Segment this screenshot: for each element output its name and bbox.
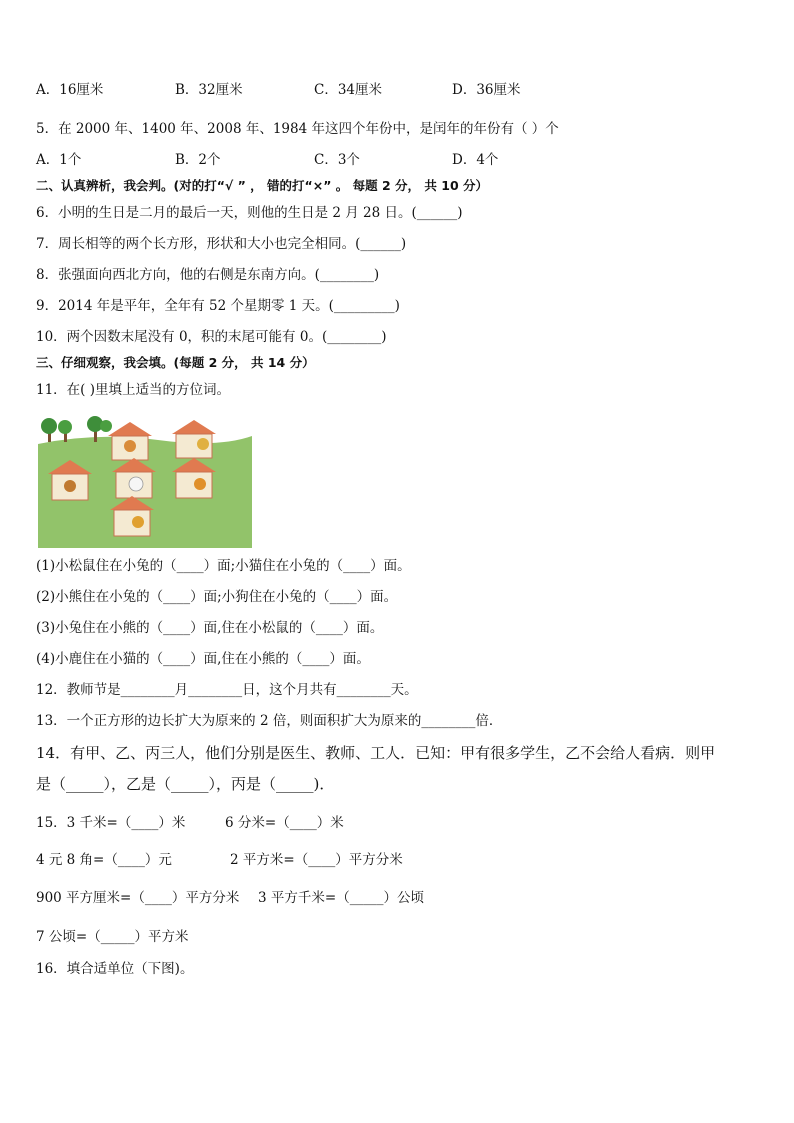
question-15-g: 7 公顷=（_____）平方米 bbox=[36, 929, 189, 945]
question-15-e: 900 平方厘米=（____）平方分米 bbox=[36, 890, 240, 906]
option-a: A．1个 bbox=[36, 152, 82, 168]
question-5-stem: 5．在 2000 年、1400 年、2008 年、1984 年这四个年份中，是闰年的年份有（ ）个 bbox=[36, 121, 559, 137]
question-11-part-4: (4)小鹿住在小猫的（____）面,住在小熊的（____）面。 bbox=[36, 651, 370, 667]
question-8: 8．张强面向西北方向，他的右侧是东南方向。(________) bbox=[36, 267, 380, 283]
animal-houses-image bbox=[38, 414, 252, 548]
question-11-part-2: (2)小熊住在小兔的（____）面;小狗住在小兔的（____）面。 bbox=[36, 589, 398, 605]
section-2-heading: 二、认真辨析，我会判。(对的打“√ ” ， 错的打“×” 。 每题 2 分， 共 10 分） bbox=[36, 178, 488, 193]
question-11-part-1: (1)小松鼠住在小兔的（____）面;小猫住在小兔的（____）面。 bbox=[36, 558, 411, 574]
question-11-part-3: (3)小兔住在小熊的（____）面,住在小松鼠的（____）面。 bbox=[36, 620, 384, 636]
animal-houses-illustration bbox=[38, 414, 252, 548]
option-d: D．4个 bbox=[452, 152, 499, 168]
question-15-f: 3 平方千米=（_____）公顷 bbox=[258, 890, 424, 906]
question-15-d: 2 平方米=（____）平方分米 bbox=[230, 852, 403, 868]
question-13: 13．一个正方形的边长扩大为原来的 2 倍，则面积扩大为原来的________倍． bbox=[36, 713, 503, 729]
question-15-a: 15．3 千米=（____）米 bbox=[36, 815, 186, 831]
option-b: B．2个 bbox=[175, 152, 221, 168]
option-c: C．34厘米 bbox=[314, 82, 383, 98]
question-14-line-1: 14．有甲、乙、丙三人，他们分别是医生、教师、工人．已知：甲有很多学生，乙不会给人看病．则甲 bbox=[36, 744, 716, 762]
question-6: 6．小明的生日是二月的最后一天，则他的生日是 2 月 28 日。(______) bbox=[36, 205, 463, 221]
question-14-line-2: 是（_____），乙是（_____），丙是（_____)． bbox=[36, 775, 335, 793]
option-b: B．32厘米 bbox=[175, 82, 243, 98]
question-10: 10．两个因数末尾没有 0，积的末尾可能有 0。(________) bbox=[36, 329, 387, 345]
option-c: C．3个 bbox=[314, 152, 360, 168]
question-12: 12．教师节是________月________日，这个月共有________天。 bbox=[36, 682, 418, 698]
question-15-b: 6 分米=（____）米 bbox=[225, 815, 344, 831]
question-7: 7．周长相等的两个长方形，形状和大小也完全相同。(______) bbox=[36, 236, 407, 252]
option-d: D．36厘米 bbox=[452, 82, 521, 98]
question-15-c: 4 元 8 角=（____）元 bbox=[36, 852, 172, 868]
section-3-heading: 三、仔细观察，我会填。(每题 2 分， 共 14 分） bbox=[36, 355, 315, 370]
question-9: 9．2014 年是平年，全年有 52 个星期零 1 天。(_________) bbox=[36, 298, 400, 314]
question-11-stem: 11．在( )里填上适当的方位词。 bbox=[36, 382, 231, 398]
question-16: 16．填合适单位（下图)。 bbox=[36, 961, 194, 977]
option-a: A．16厘米 bbox=[36, 82, 104, 98]
